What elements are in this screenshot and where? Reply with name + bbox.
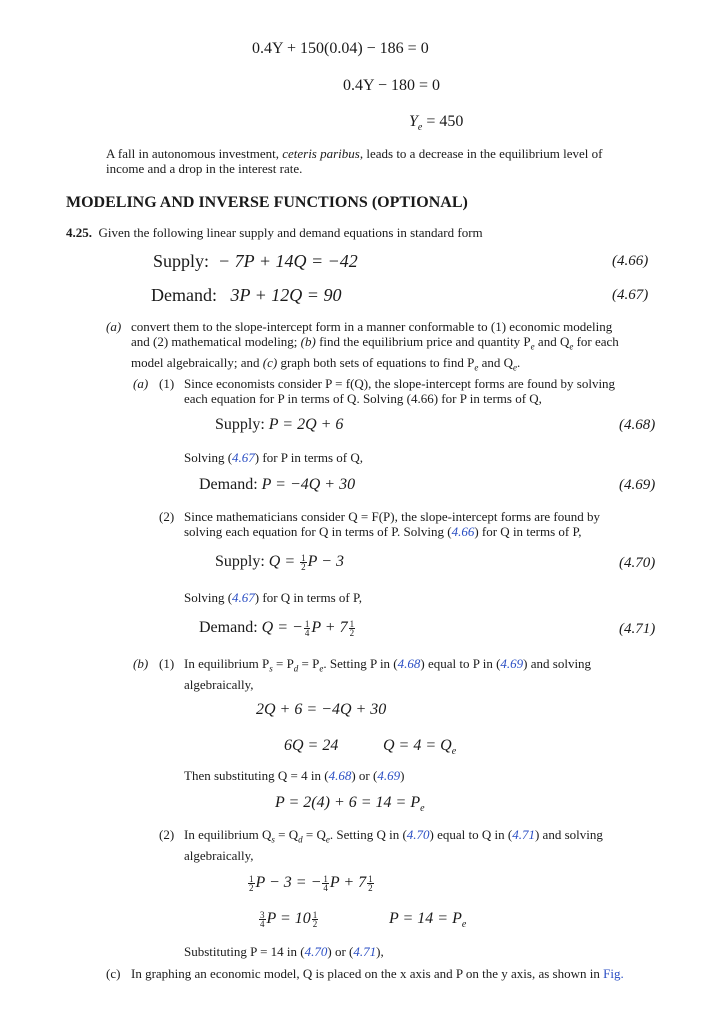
ref-link-4-68[interactable]: 4.68: [397, 656, 421, 671]
equation-equilibrium-p-step1: $\frac{1}{2}$ P − 3 = − $\frac{1}{4}$ P + 7 $\frac{1}{2}$: [249, 873, 373, 893]
ref-link-4-70[interactable]: 4.70: [406, 827, 430, 842]
task-label-a: (a): [106, 319, 122, 334]
demand-equation-4-69: Demand: P = −4Q + 30: [199, 476, 356, 493]
solution-c-text: In graphing an economic model, Q is placed on the x axis and P on the y axis, as shown in Fig.: [131, 966, 624, 981]
fraction: $\frac{1}{2}$: [368, 873, 373, 893]
solution-a2-label: (2): [159, 509, 175, 524]
fraction: $\frac{1}{4}$: [323, 873, 328, 893]
substitution-text-2: Substituting P = 14 in (4.70) or (4.71),: [184, 944, 384, 959]
equation-number-4-71: (4.71): [619, 621, 656, 637]
equation-equilibrium-p: $P = 2(4) + 6 = 14 = P_e$: [275, 794, 425, 815]
task-statement: convert them to the slope-intercept form in a manner conformable to (1) economic modeling and (2) mathematical modeling; (b) find the equilibrium price and quantity $P_e$ and $Q_e$ for each model algebraically; and (c) graph both sets of equations to find $P_e$ and $Q_e$.: [131, 319, 619, 373]
supply-equation-standard: Supply: − 7P + 14Q = −42: [153, 251, 358, 271]
ref-link-4-67[interactable]: 4.67: [232, 450, 255, 465]
equation-equilibrium-p-result: $P = 14 = P_e$: [389, 910, 467, 931]
solving-text-2: Solving (4.67) for Q in terms of P,: [184, 590, 363, 605]
solution-a2-text: Since mathematicians consider Q = F(P), the slope-intercept forms are found by solving each equation for Q in terms of P. Solving (4.66) for Q in terms of P,: [184, 509, 600, 539]
equation-number-4-69: (4.69): [619, 477, 656, 493]
solution-c-label: (c): [106, 966, 121, 981]
supply-equation-4-70: Supply: Q = $\frac{1}{2}$ P − 3: [215, 552, 344, 572]
problem-number: 4.25.: [66, 225, 92, 240]
figure-link[interactable]: Fig.: [603, 966, 624, 981]
solution-b1-label: (1): [159, 656, 175, 671]
ref-link-4-71[interactable]: 4.71: [353, 944, 377, 959]
ref-link-4-68[interactable]: 4.68: [328, 768, 352, 783]
ref-link-4-67[interactable]: 4.67: [232, 590, 255, 605]
fraction: $\frac{1}{2}$: [249, 873, 254, 893]
solution-b-label: (b): [133, 656, 149, 671]
ref-link-4-70[interactable]: 4.70: [304, 944, 328, 959]
solution-b2-label: (2): [159, 827, 175, 842]
ref-link-4-71[interactable]: 4.71: [512, 827, 535, 842]
fraction: $\frac{1}{2}$: [312, 909, 318, 929]
solution-b1-text: In equilibrium $P_s = P_d = P_e$. Setting P in (4.68) equal to P in (4.69) and solving algebraically,: [184, 656, 592, 692]
equation-number-4-67: (4.67): [612, 287, 649, 303]
fraction: $\frac{1}{2}$: [349, 618, 355, 638]
equation-income-step1: 0.4Y + 150(0.04) − 186 = 0: [252, 40, 429, 57]
section-heading: MODELING AND INVERSE FUNCTIONS (OPTIONAL): [66, 194, 468, 211]
intro-paragraph: A fall in autonomous investment, ceteris paribus, leads to a decrease in the equilibrium level of income and a drop in the interest rate.: [106, 146, 603, 176]
demand-equation-4-71: Demand: Q = − $\frac{1}{4}$ P + 7 $\frac{1}{2}$: [199, 618, 355, 638]
equation-equilibrium-q-result: $Q = 4 = Q_e$: [383, 737, 457, 758]
ref-link-4-69[interactable]: 4.69: [500, 656, 524, 671]
solution-a1-text: Since economists consider P = f(Q), the slope-intercept forms are found by solving each equation for P in terms of Q. Solving (4.66) for P in terms of Q,: [184, 376, 616, 406]
ref-link-4-66[interactable]: 4.66: [451, 524, 475, 539]
problem-statement: 4.25. Given the following linear supply and demand equations in standard form: [66, 225, 483, 240]
equation-equilibrium-q-step2: 6Q = 24: [284, 737, 339, 754]
equation-number-4-66: (4.66): [612, 253, 649, 269]
equation-income-step2: 0.4Y − 180 = 0: [343, 77, 441, 94]
equation-equilibrium-p-step2: $\frac{3}{4}$ P = 10 $\frac{1}{2}$: [260, 909, 318, 929]
equation-number-4-68: (4.68): [619, 417, 656, 433]
fraction: $\frac{3}{4}$: [260, 909, 265, 929]
substitution-text-1: Then substituting Q = 4 in (4.68) or (4.69): [184, 768, 405, 783]
supply-equation-4-68: Supply: P = 2Q + 6: [215, 416, 344, 433]
fraction: $\frac{1}{2}$: [301, 552, 306, 572]
equation-number-4-70: (4.70): [619, 555, 656, 571]
ref-link-4-69[interactable]: 4.69: [377, 768, 401, 783]
solving-text-1: Solving (4.67) for P in terms of Q,: [184, 450, 363, 465]
demand-equation-standard: Demand: 3P + 12Q = 90: [151, 285, 342, 305]
solution-a1-label: (1): [159, 376, 175, 391]
solution-b2-text: In equilibrium $Q_s = Q_d = Q_e$. Setting Q in (4.70) equal to Q in (4.71) and solving algebraically,: [184, 827, 603, 863]
equation-equilibrium-q-step1: 2Q + 6 = −4Q + 30: [256, 701, 387, 718]
equation-income-result: $Y_e = 450$: [409, 113, 464, 134]
fraction: $\frac{1}{4}$: [304, 618, 310, 638]
solution-a-label: (a): [133, 376, 149, 391]
